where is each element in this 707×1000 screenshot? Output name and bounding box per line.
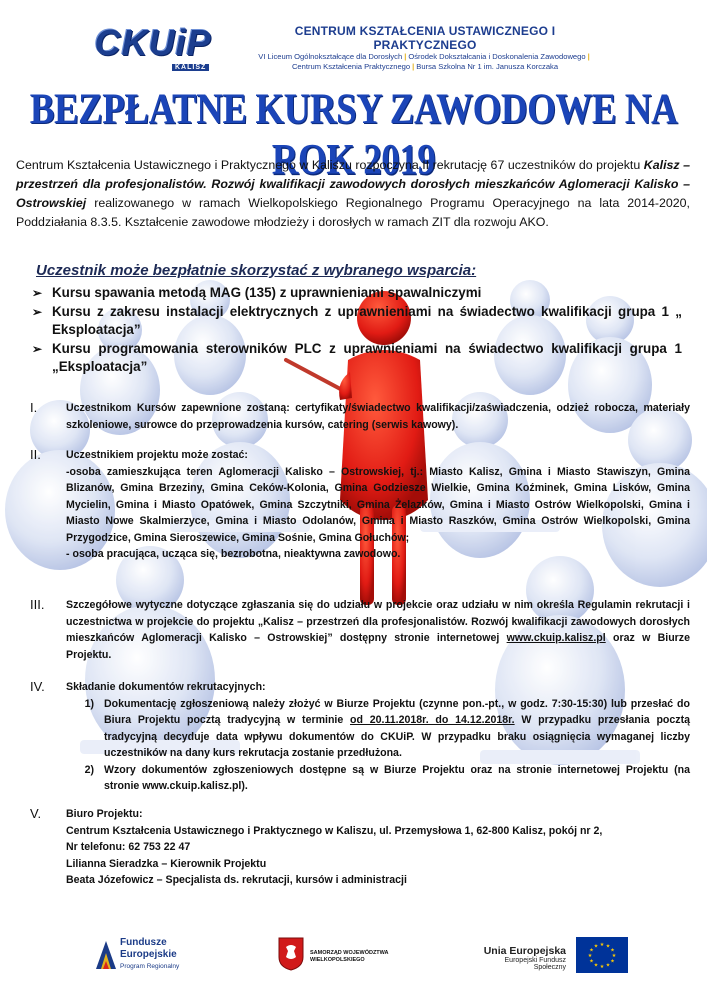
section-number: II. [30, 447, 41, 462]
organization-header [250, 24, 600, 72]
website-link[interactable]: www.ckuip.kalisz.pl [506, 632, 606, 644]
arrow-bullet-icon: ➢ [32, 304, 43, 319]
contact-person: Beata Józefowicz – Specjalista ds. rekrutacji, kursów i administracji [66, 874, 407, 886]
item-text-part: Dokumentację zgłoszeniową należy złożyć w Biurze Projektu (czynne pon.-pt., w godz. 7:30-15:30) lub przesłać do Biura Projektu pocztą tradycyjną w terminie [104, 697, 690, 726]
section-text: - osoba pracująca, ucząca się, bezrobotna, nieaktywna zawodowo. [66, 548, 401, 560]
samorzad-line: SAMORZĄD WOJEWÓDZTWA [310, 950, 389, 956]
section-number: IV. [30, 679, 45, 694]
eu-fund: Europejski Fundusz Społeczny [504, 957, 566, 971]
eu-flag-icon [576, 937, 628, 973]
svg-text:★: ★ [587, 953, 593, 959]
organization-units-line1 [250, 52, 600, 62]
course-item [32, 303, 682, 340]
course-item [32, 284, 682, 303]
section-number: III. [30, 597, 45, 612]
contact-heading: Biuro Projektu: [66, 808, 143, 820]
fe-line: Fundusze [120, 937, 167, 948]
intro-text-end: realizowanego w ramach Wielkopolskiego Regionalnego Programu Operacyjnego na lata 2014-2020, Poddziałania 8.3.5. Kształcenie zawodowe młodzieży i dorosłych w ramach ZIT dla rozwoju AKO. [16, 196, 690, 229]
svg-text:★: ★ [589, 947, 594, 954]
section-text: Uczestnikom Kursów zapewnione zostaną: certyfikaty/świadectwo kwalifikacji/zaświadczenia, odzież robocza, materiały szkoleniowe, surowce do przeprowadzenia kursów, catering (serwis kawowy). [66, 402, 690, 431]
samorzad-logo [278, 937, 418, 977]
logo-text: CKUiP [94, 22, 212, 63]
course-label: Kursu spawania metodą MAG (135) z uprawnieniami spawalniczymi [52, 285, 482, 300]
organization-units-line2 [250, 62, 600, 72]
section-text [66, 597, 690, 663]
org-unit: Bursa Szkolna Nr 1 im. Janusza Korczaka [416, 62, 559, 71]
course-item [32, 340, 682, 377]
fundusze-europejskie-logo [94, 937, 214, 977]
section-contact [16, 806, 690, 889]
eu-logo [476, 937, 636, 977]
svg-text:★: ★ [605, 943, 611, 950]
svg-text:★: ★ [599, 964, 605, 970]
svg-text:★: ★ [589, 958, 594, 965]
item-number: 1) [84, 697, 94, 710]
submission-list [66, 696, 690, 795]
project-name: Kalisz – przestrzeń dla profesjonalistów. Rozwój kwalifikacji zawodowych dorosłych mieszkańców Aglomeracji Kalisko – Ostrowskiej [16, 158, 691, 210]
samorzad-line: WIELKOPOLSKIEGO [310, 957, 365, 963]
org-unit: VI Liceum Ogólnokształcące dla Dorosłych [258, 52, 403, 61]
svg-text:★: ★ [610, 947, 615, 954]
section-text: -osoba zamieszkująca teren Aglomeracji Kalisko – Ostrowskiej, tj.: Miasto Kalisz, Gmina i Miasto Stawiszyn, Gmina Blizanów, Gmina Brzeziny, Gmina Ceków-Kolonia, Gmina Godziesze Wielkie, Gmina Koźminek, Gmina Lisków, Gmina Mycielin, Gmina i Miasto Opatówek, Gmina Szczytniki, Gmina Żelazków, Gmina i Miasto Ostrów Wielkopolski, Gmina i Miasto Nowe Skalmierzyce, Gmina i Miasto Odolanów, Gmina i Miasto Raszków, Gmina Ostrów Wielkopolski, Gmina Przygodzice, Gmina Sieroszewice, Gmina Sośnie, Gmina Gołuchów; [66, 465, 690, 544]
organization-name: CENTRUM KSZTAŁCENIA USTAWICZNEGO I PRAKTYCZNEGO [294, 24, 556, 52]
svg-text:★: ★ [611, 953, 617, 959]
list-item [66, 696, 690, 762]
arrow-bullet-icon: ➢ [32, 341, 43, 356]
section-eligibility [16, 447, 690, 563]
svg-text:★: ★ [610, 958, 615, 965]
course-label: Kursu z zakresu instalacji elektrycznych z uprawnieniami na świadectwo kwalifikacji grupa 1 „ Eksploatacja” [52, 303, 682, 337]
svg-text:★: ★ [605, 962, 611, 969]
list-item [66, 762, 690, 795]
logo-city: KALISZ [172, 64, 209, 71]
deadline-dates: od 20.11.2018r. do 14.12.2018r. [350, 714, 515, 726]
section-heading: Składanie dokumentów rekrutacyjnych: [66, 681, 266, 693]
separator: | [404, 52, 407, 61]
course-label: Kursu programowania sterowników PLC z uprawnieniami na świadectwo kwalifikacji grupa 1 „Eksploatacja” [52, 340, 682, 374]
contact-person: Lilianna Sieradzka – Kierownik Projektu [66, 857, 267, 870]
ckuip-logo [78, 18, 228, 76]
svg-text:★: ★ [599, 942, 605, 948]
item-number: 2) [84, 763, 94, 776]
fe-emblem-icon [94, 939, 118, 971]
fe-line: Europejskie [120, 949, 177, 960]
support-heading: Uczestnik może bezpłatnie skorzystać z wybranego wsparcia: [36, 262, 477, 279]
org-unit: Ośrodek Dokształcania i Doskonalenia Zawodowego [408, 52, 586, 61]
section-submission [16, 679, 690, 795]
separator: | [587, 52, 590, 61]
fe-line: Program Regionalny [120, 963, 180, 970]
section-number: I. [30, 400, 38, 415]
regulations-text-end: oraz w Biurze Projektu. [66, 632, 690, 661]
section-heading: Uczestnikiem projektu może zostać: [66, 449, 248, 461]
course-list [32, 284, 682, 377]
item-text-part: W przypadku przesłania pocztą tradycyjną decyduje data wpływu dokumentów do CKUiP. W przypadku braku osiągnięcia wymaganej liczby uczestników na dany kurs rekrutacja zostanie przedłużona. [104, 714, 691, 759]
arrow-bullet-icon: ➢ [32, 286, 43, 300]
svg-text:★: ★ [593, 962, 599, 969]
svg-text:★: ★ [593, 943, 599, 950]
page-title: BEZPŁATNE KURSY ZAWODOWE NA ROK 2019 [29, 85, 678, 185]
separator: | [412, 62, 415, 71]
section-regulations [16, 597, 690, 663]
contact-phone: Nr telefonu: 62 753 22 47 [66, 841, 191, 853]
contact-address: Centrum Kształcenia Ustawicznego i Praktycznego w Kaliszu, ul. Przemysłowa 1, 62-800 Kalisz, pokój nr 2, [66, 824, 603, 837]
coat-of-arms-icon [278, 937, 304, 971]
item-text: Wzory dokumentów zgłoszeniowych dostępne są w Biurze Projektu oraz na stronie internetowej Projektu (na stronie www.ckuip.kalisz.pl). [104, 763, 690, 792]
section-number: V. [30, 806, 42, 821]
org-unit: Centrum Kształcenia Praktycznego [291, 62, 411, 71]
item-text [104, 696, 690, 762]
intro-text: Centrum Kształcenia Ustawicznego i Praktycznego w Kaliszu rozpoczyna II rekrutację 67 uczestników do projektu [16, 158, 644, 172]
intro-paragraph [16, 156, 690, 232]
eu-name: Unia Europejska [483, 945, 566, 957]
section-benefits [16, 400, 690, 433]
regulations-text: Szczegółowe wytyczne dotyczące zgłaszania się do udziału w projekcie oraz udziału w nim określa Regulamin rekrutacji i uczestnictwa w projekcie do projektu „Kalisz – przestrzeń dla profesjonalistów. Rozwój kwalifikacji zawodowych dorosłych mieszkańców Aglomeracji Kalisko – Ostrowskiej” dostępny stronie internetowej [66, 599, 690, 644]
